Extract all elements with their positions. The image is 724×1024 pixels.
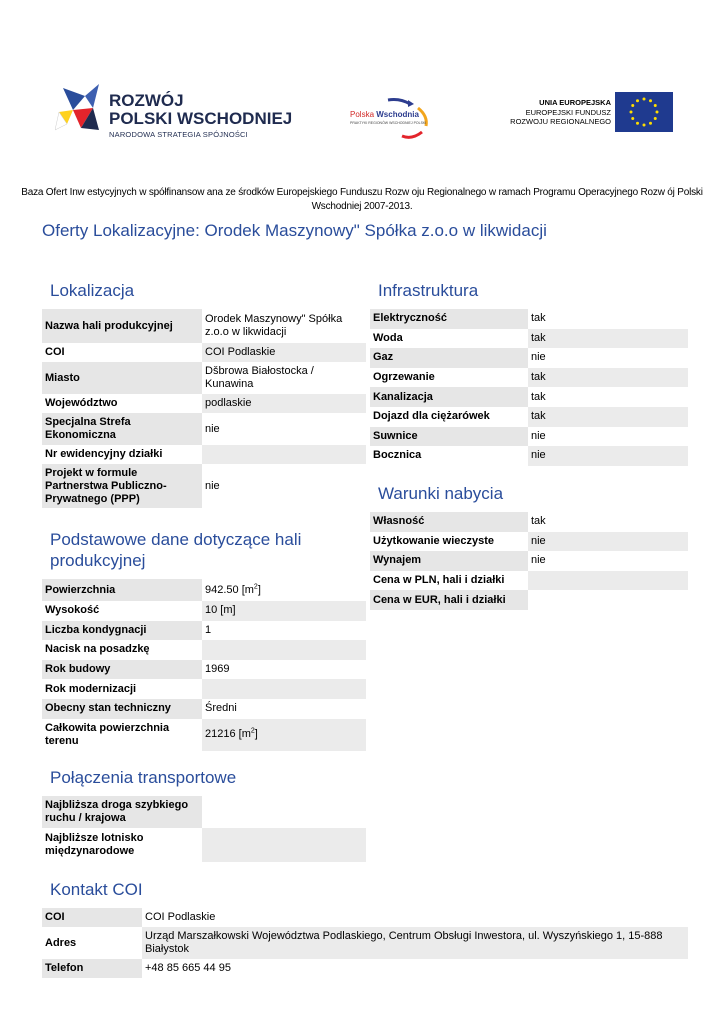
table-row xyxy=(42,464,366,508)
value-suffix: ] xyxy=(254,728,258,741)
row-label: Woda xyxy=(370,329,528,349)
table-row xyxy=(370,551,688,571)
table-row xyxy=(370,348,688,368)
row-value: nie xyxy=(528,348,688,368)
value-suffix: ] xyxy=(257,583,261,596)
row-label: Własność xyxy=(370,512,528,532)
rozwoj-polski-wschodniej-logo xyxy=(55,78,293,148)
table-row xyxy=(42,719,366,751)
section-title-warunki: Warunki nabycia xyxy=(378,484,504,503)
eu-flag-icon xyxy=(615,92,673,132)
table-row xyxy=(42,343,366,362)
row-value: nie xyxy=(528,427,688,447)
eu-star-icon xyxy=(630,111,633,114)
row-value: nie xyxy=(202,464,366,508)
logo-left-line1: ROZWÓJ xyxy=(109,91,184,110)
table-row xyxy=(42,621,366,641)
section-warunki xyxy=(370,483,688,610)
table-row xyxy=(370,368,688,388)
row-value: 1969 xyxy=(202,660,366,680)
table-row xyxy=(370,512,688,532)
polska-wschodnia-logo xyxy=(348,96,438,140)
row-value: nie xyxy=(528,551,688,571)
row-label: Całkowita powierzchnia terenu xyxy=(42,719,202,751)
eu-star-icon xyxy=(654,117,657,120)
row-label: Ogrzewanie xyxy=(370,368,528,388)
section-podstawowe xyxy=(42,529,366,751)
logo-center-word1: Polska xyxy=(350,110,375,119)
row-value: tak xyxy=(528,329,688,349)
table-row xyxy=(370,427,688,447)
row-value xyxy=(202,796,366,828)
row-label: Nazwa hali produkcyjnej xyxy=(42,309,202,343)
row-value: tak xyxy=(528,512,688,532)
row-value: Urząd Marszałkowski Województwa Podlaskiego, Centrum Obsługi Inwestora, ul. Wyszyńskiego 1, 15-888 Białystok xyxy=(142,927,688,959)
logo-center-wordmark xyxy=(350,110,419,119)
table-row xyxy=(370,309,688,329)
value-superscript: 2 xyxy=(250,727,255,735)
table-row xyxy=(42,640,366,660)
table-row xyxy=(42,679,366,699)
logo-left-line2: POLSKI WSCHODNIEJ xyxy=(109,109,293,128)
row-label: Nacisk na posadzkę xyxy=(42,640,202,660)
row-label: Województwo xyxy=(42,394,202,413)
row-label: Rok budowy xyxy=(42,660,202,680)
table-row xyxy=(42,927,688,959)
row-label: Suwnice xyxy=(370,427,528,447)
table-row xyxy=(42,908,688,927)
eu-star-icon xyxy=(649,99,652,102)
table-podstawowe xyxy=(42,579,366,751)
value-text: 942.50 [m xyxy=(205,583,254,596)
table-row xyxy=(370,590,688,610)
eu-star-icon xyxy=(643,124,646,127)
section-title-lokalizacja: Lokalizacja xyxy=(50,281,135,300)
row-label: Nr ewidencyjny działki xyxy=(42,445,202,464)
row-value: nie xyxy=(528,532,688,552)
logo-center-word2: Wschodnia xyxy=(376,110,419,119)
page-title: Oferty Lokalizacyjne: Orodek Maszynowy" Spółka z.o.o w likwidacji xyxy=(42,221,547,240)
section-lokalizacja xyxy=(42,280,366,508)
table-row xyxy=(42,828,366,862)
table-row xyxy=(42,309,366,343)
value-text: 21216 [m xyxy=(205,728,251,741)
row-value xyxy=(528,590,688,610)
table-polaczenia xyxy=(42,796,366,862)
table-warunki xyxy=(370,512,688,610)
eu-line1: UNIA EUROPEJSKA xyxy=(539,98,611,107)
row-label: Najbliższa droga szybkiego ruchu / krajowa xyxy=(42,796,202,828)
table-lokalizacja xyxy=(42,309,366,508)
row-value: nie xyxy=(202,413,366,445)
row-label: Użytkowanie wieczyste xyxy=(370,532,528,552)
logo-center-tagline: PRAKTYKI REGIONÓW WSCHODNIEJ POLSKI xyxy=(350,121,427,125)
row-label: Telefon xyxy=(42,959,142,978)
table-row xyxy=(42,660,366,680)
table-row xyxy=(370,329,688,349)
row-value: +48 85 665 44 95 xyxy=(142,959,688,978)
row-label: Adres xyxy=(42,927,142,959)
section-infrastruktura xyxy=(370,280,688,466)
table-row xyxy=(370,571,688,591)
row-label: Powierzchnia xyxy=(42,579,202,601)
row-value: COI Podlaskie xyxy=(202,343,366,362)
eu-star-icon xyxy=(636,99,639,102)
row-label: Liczba kondygnacji xyxy=(42,621,202,641)
row-label: Miasto xyxy=(42,362,202,394)
row-value xyxy=(202,719,366,751)
table-row xyxy=(370,407,688,427)
row-value: Orodek Maszynowy" Spółka z.o.o w likwidacji xyxy=(202,309,366,343)
table-row xyxy=(42,796,366,828)
eu-star-icon xyxy=(636,122,639,125)
row-value xyxy=(202,679,366,699)
row-value: 1 xyxy=(202,621,366,641)
table-row xyxy=(42,413,366,445)
table-row xyxy=(42,699,366,719)
row-value: tak xyxy=(528,407,688,427)
row-label: Specjalna Strefa Ekonomiczna xyxy=(42,413,202,445)
table-row xyxy=(42,959,688,978)
table-row xyxy=(42,601,366,621)
eu-star-icon xyxy=(643,98,646,101)
eu-star-icon xyxy=(654,104,657,107)
eu-logo xyxy=(505,92,675,136)
row-value: tak xyxy=(528,368,688,388)
table-row xyxy=(370,532,688,552)
row-value xyxy=(202,828,366,862)
eu-line2: EUROPEJSKI FUNDUSZ xyxy=(525,108,611,117)
intro-text: Baza Ofert Inw estycyjnych w spółfinansow ana ze środków Europejskiego Funduszu Rozw oju Regionalnego w ramach Programu Operacyjnego Rozw ój Polski Wschodniej 2007-2013. xyxy=(21,187,703,212)
row-value: 10 [m] xyxy=(202,601,366,621)
row-label: COI xyxy=(42,908,142,927)
table-row xyxy=(42,579,366,601)
row-label: Wynajem xyxy=(370,551,528,571)
eu-line3: ROZWOJU REGIONALNEGO xyxy=(510,117,611,126)
row-label: Elektryczność xyxy=(370,309,528,329)
section-title-kontakt: Kontakt COI xyxy=(50,880,143,899)
row-value: tak xyxy=(528,387,688,407)
section-title-polaczenia: Połączenia transportowe xyxy=(50,768,237,787)
row-value: podlaskie xyxy=(202,394,366,413)
row-label: Cena w PLN, hali i działki xyxy=(370,571,528,591)
row-value xyxy=(528,571,688,591)
row-value: tak xyxy=(528,309,688,329)
row-label: Obecny stan techniczny xyxy=(42,699,202,719)
row-value xyxy=(202,579,366,601)
row-label: Projekt w formule Partnerstwa Publiczno-Prywatnego (PPP) xyxy=(42,464,202,508)
section-title-podstawowe: Podstawowe dane dotyczące hali produkcyjnej xyxy=(50,530,302,570)
logo-left-line3: NARODOWA STRATEGIA SPÓJNOŚCI xyxy=(109,130,248,139)
value-superscript: 2 xyxy=(253,582,258,590)
row-value: Dšbrowa Białostocka / Kunawina xyxy=(202,362,366,394)
table-row xyxy=(42,394,366,413)
row-value: nie xyxy=(528,446,688,466)
eu-star-icon xyxy=(631,117,634,120)
row-value xyxy=(202,640,366,660)
section-title-infrastruktura: Infrastruktura xyxy=(378,281,479,300)
row-label: Kanalizacja xyxy=(370,387,528,407)
row-value: COI Podlaskie xyxy=(142,908,688,927)
row-label: Najbliższe lotnisko międzynarodowe xyxy=(42,828,202,862)
row-label: Gaz xyxy=(370,348,528,368)
row-value: Średni xyxy=(202,699,366,719)
row-label: Dojazd dla ciężarówek xyxy=(370,407,528,427)
star-emblem-icon xyxy=(55,78,105,138)
table-row xyxy=(370,387,688,407)
table-row xyxy=(370,446,688,466)
table-kontakt xyxy=(42,908,688,978)
row-label: COI xyxy=(42,343,202,362)
eu-star-icon xyxy=(656,111,659,114)
row-label: Bocznica xyxy=(370,446,528,466)
table-row xyxy=(42,445,366,464)
eu-star-icon xyxy=(631,104,634,107)
eu-star-icon xyxy=(649,122,652,125)
row-value xyxy=(202,445,366,464)
table-row xyxy=(42,362,366,394)
row-label: Wysokość xyxy=(42,601,202,621)
table-infrastruktura xyxy=(370,309,688,466)
row-label: Cena w EUR, hali i działki xyxy=(370,590,528,610)
section-kontakt xyxy=(42,879,688,978)
section-polaczenia xyxy=(42,767,366,862)
row-label: Rok modernizacji xyxy=(42,679,202,699)
